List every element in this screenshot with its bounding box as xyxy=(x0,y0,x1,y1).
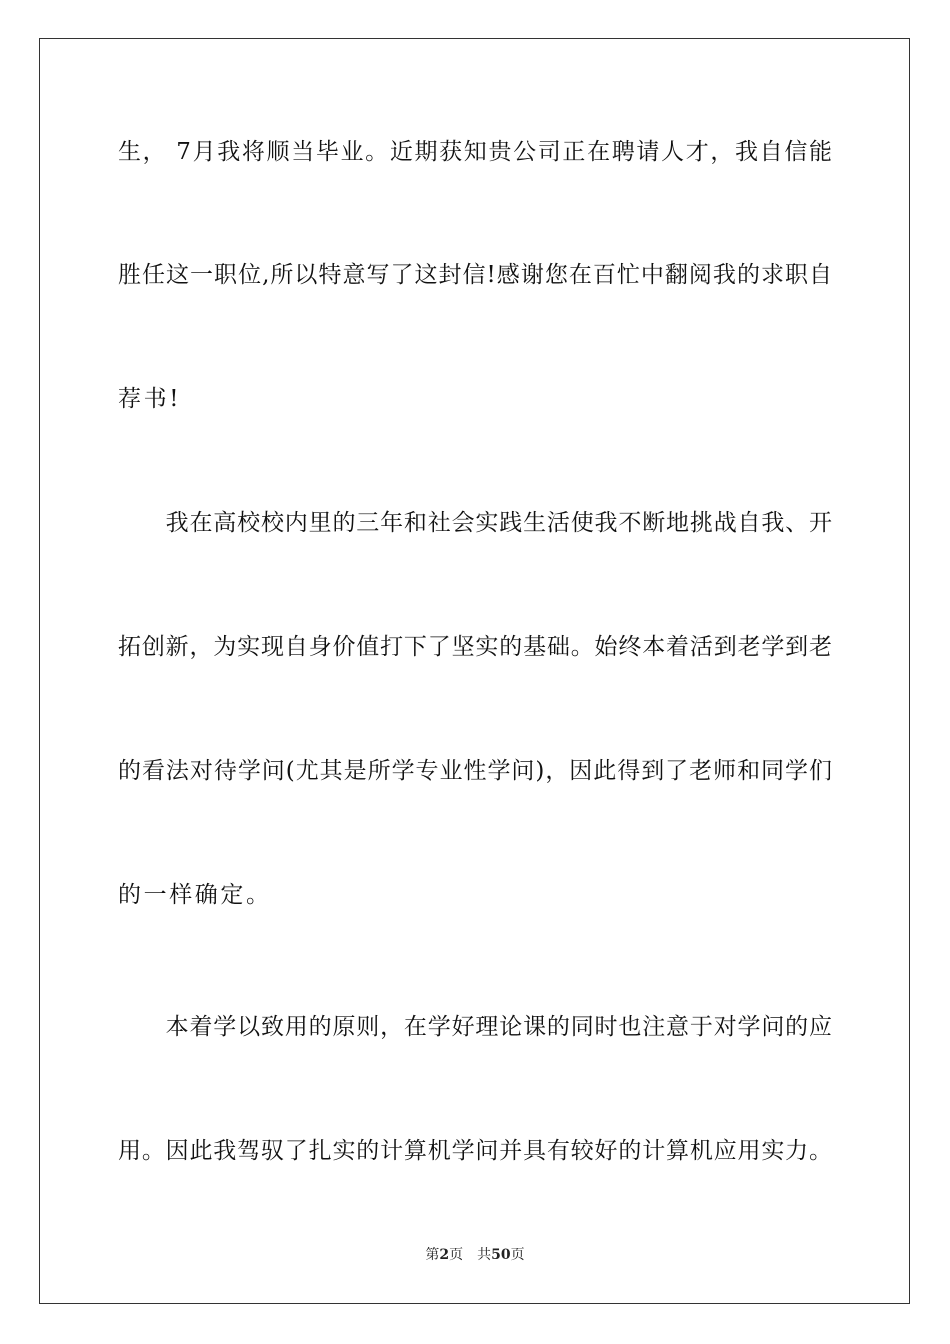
total-prefix: 共 xyxy=(477,1247,492,1263)
text-line-7: 的一样确定。 xyxy=(118,882,272,908)
page-prefix: 第 xyxy=(425,1247,440,1263)
text-line-6: 的看法对待学问(尤其是所学专业性学问)，因此得到了老师和同学们 xyxy=(118,758,832,784)
page-suffix: 页 xyxy=(449,1247,464,1263)
text-line-8: 本着学以致用的原则，在学好理论课的同时也注意于对学问的应 xyxy=(118,1014,832,1040)
text-line-4: 我在高校校内里的三年和社会实践生活使我不断地挑战自我、开 xyxy=(118,510,832,536)
text-line-9: 用。因此我驾驭了扎实的计算机学问并具有较好的计算机应用实力。 xyxy=(118,1138,832,1164)
text-line-2: 胜任这一职位,所以特意写了这封信!感谢您在百忙中翻阅我的求职自 xyxy=(118,262,832,288)
page-border xyxy=(39,38,910,1304)
page-number: 2 xyxy=(439,1247,450,1263)
total-pages: 50 xyxy=(491,1247,511,1263)
text-line-3: 荐书! xyxy=(118,386,182,412)
page-footer xyxy=(0,1246,950,1264)
text-line-1: 生， 7月我将顺当毕业。近期获知贵公司正在聘请人才，我自信能 xyxy=(118,139,832,165)
text-line-5: 拓创新，为实现自身价值打下了坚实的基础。始终本着活到老学到老 xyxy=(118,634,832,660)
total-suffix: 页 xyxy=(510,1247,525,1263)
